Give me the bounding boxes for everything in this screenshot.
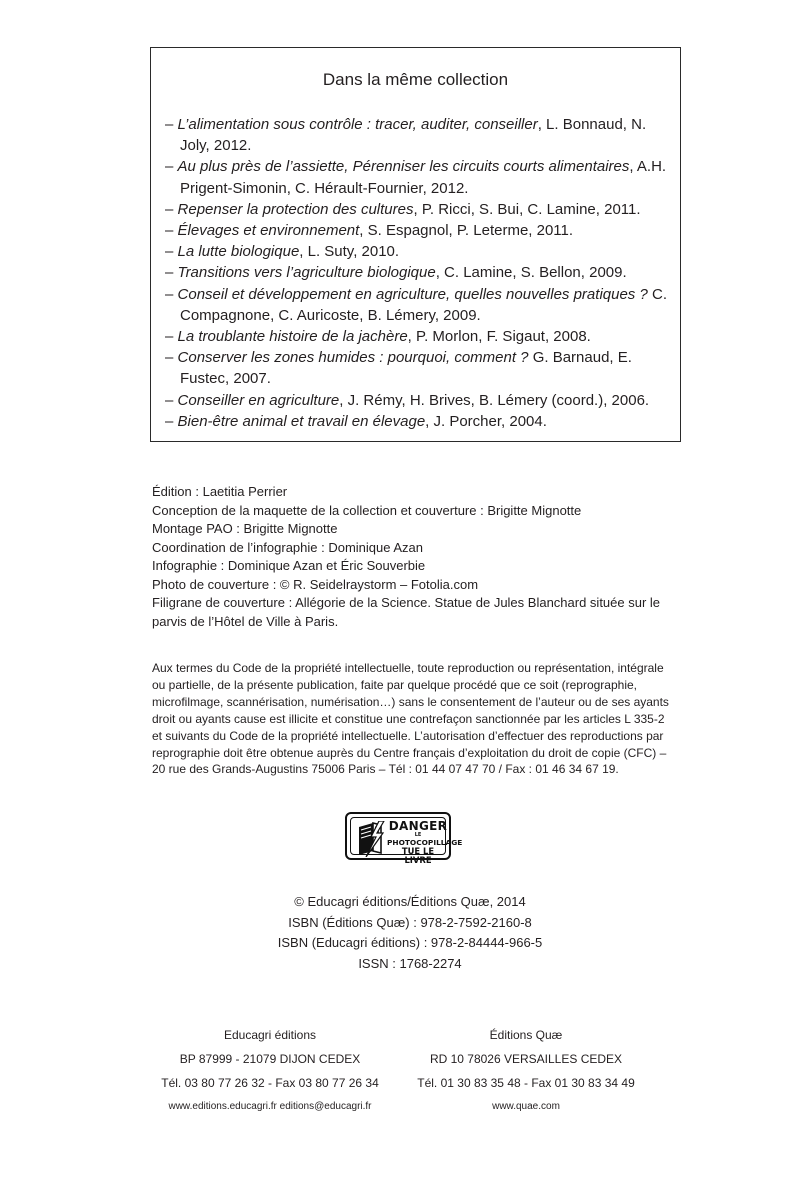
collection-list <box>165 114 672 432</box>
logo-text: DANGER LE PHOTOCOPILLAGE TUE LE LIVRE <box>387 819 463 865</box>
credits-block <box>152 483 672 631</box>
publisher-name: Educagri éditions <box>223 1028 317 1042</box>
credit-line: Édition : Laetitia Perrier <box>152 484 288 499</box>
publisher-address: BP 87999 - 21079 DIJON CEDEX <box>179 1052 361 1066</box>
isbn-quae: ISBN (Éditions Quæ) : 978-2-7592-2160-8 <box>288 914 532 930</box>
publisher-educagri <box>140 1023 400 1119</box>
publisher-phone: Tél. 01 30 83 35 48 - Fax 01 30 83 34 49 <box>417 1076 635 1090</box>
issn: ISSN : 1768-2274 <box>358 955 462 971</box>
list-item: – Conseiller en agriculture, J. Rémy, H. Brives, B. Lémery (coord.), 2006. <box>165 391 650 409</box>
list-item: – Repenser la protection des cultures, P. Ricci, S. Bui, C. Lamine, 2011. <box>165 200 641 218</box>
logo-frame <box>350 817 463 865</box>
credit-line: Filigrane de couverture : Allégorie de la Science. Statue de Jules Blanchard située sur le parvis de l’Hôtel de Ville à Paris. <box>152 595 661 629</box>
credit-line: Coordination de l’infographie : Dominique Azan <box>152 539 424 555</box>
copyright-block <box>200 892 620 974</box>
collection-title: Dans la même collection <box>322 70 509 89</box>
list-item: – Conseil et développement en agriculture, quelles nouvelles pratiques ? C. Compagnone, C. Auricoste, B. Lémery, 2009. <box>165 285 667 324</box>
credit-line: Photo de couverture : © R. Seidelraystorm – Fotolia.com <box>152 576 479 592</box>
copyright-line: © Educagri éditions/Éditions Quæ, 2014 <box>294 894 526 909</box>
list-item: – Conserver les zones humides : pourquoi, comment ? G. Barnaud, E. Fustec, 2007. <box>165 349 632 388</box>
legal-notice: Aux termes du Code de la propriété intellectuelle, toute reproduction ou représentation, intégrale ou partielle, de la présente publication, faite par quelque procédé que ce soit (reprographie, microfilmage, scannérisation, numérisation…) sans le consentement de l’auteur ou de ses ayants droit ou ayants cause est illicite et constitue une contrefaçon sanctionnée par les articles L 335-2 et suivants du Code de la propriété intellectuelle. L’autorisation d’effectuer des reproductions par reprographie doit être obtenue auprès du Centre français d’exploitation du droit de copie (CFC) – 20 rue des Grands-Augustins 75006 Paris – Tél : 01 44 07 47 70 / Fax : 01 46 34 67 19. <box>152 661 669 777</box>
list-item: – Bien-être animal et travail en élevage, J. Porcher, 2004. <box>165 412 547 430</box>
publisher-address: RD 10 78026 VERSAILLES CEDEX <box>429 1052 623 1066</box>
publisher-web: www.editions.educagri.fr editions@educagri.fr <box>168 1101 372 1112</box>
publisher-quae <box>396 1023 656 1119</box>
isbn-educagri: ISBN (Educagri éditions) : 978-2-84444-966-5 <box>277 935 543 950</box>
list-item: – L’alimentation sous contrôle : tracer, auditer, conseiller, L. Bonnaud, N. Joly, 2012. <box>165 116 647 155</box>
credit-line: Infographie : Dominique Azan et Éric Souverbie <box>152 558 426 573</box>
collection-box <box>150 47 681 442</box>
publisher-web: www.quae.com <box>492 1101 560 1112</box>
list-item: – La troublante histoire de la jachère, P. Morlon, F. Sigaut, 2008. <box>165 328 591 346</box>
publisher-phone: Tél. 03 80 77 26 32 - Fax 03 80 77 26 34 <box>161 1076 379 1090</box>
credit-line: Conception de la maquette de la collection et couverture : Brigitte Mignotte <box>152 502 582 518</box>
photocopy-book-icon <box>355 821 385 857</box>
photocopillage-logo <box>345 812 463 865</box>
list-item: – Transitions vers l’agriculture biologique, C. Lamine, S. Bellon, 2009. <box>165 264 627 282</box>
publisher-name: Éditions Quæ <box>489 1028 563 1042</box>
list-item: – Élevages et environnement, S. Espagnol, P. Leterme, 2011. <box>165 222 574 240</box>
list-item: – La lutte biologique, L. Suty, 2010. <box>165 243 400 261</box>
credit-line: Montage PAO : Brigitte Mignotte <box>152 521 338 536</box>
list-item: – Au plus près de l’assiette, Pérenniser les circuits courts alimentaires, A.H. Prigent-Simonin, C. Hérault-Fournier, 2012. <box>165 158 667 197</box>
